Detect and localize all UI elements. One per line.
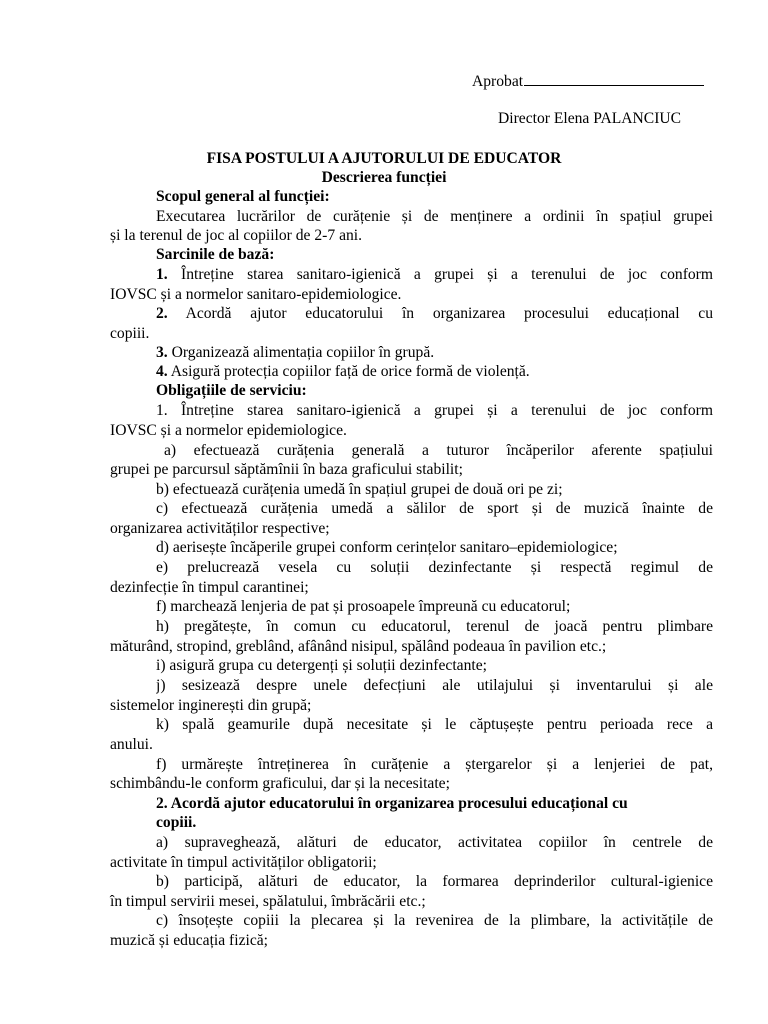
task-3: 3. Organizează alimentația copiilor în grupă. xyxy=(156,344,435,361)
duty-1j-line-2: sistemelor inginerești din grupă; xyxy=(110,697,312,714)
duty-1h-line-1: h) pregătește, în comun cu educatorul, terenul de joacă pentru plimbare xyxy=(156,618,713,635)
task-2-line-2: copiii. xyxy=(110,325,150,342)
duty-2-line-1: 2. Acordă ajutor educatorului în organizarea procesului educațional cu xyxy=(156,795,628,812)
scope-heading: Scopul general al funcției: xyxy=(156,188,330,205)
director-name: Director Elena PALANCIUC xyxy=(498,110,682,127)
duty-1-line-1: 1. Întreține starea sanitaro-igienică a grupei și a terenului de joc conform xyxy=(156,402,713,419)
duty-2c-line-1: c) însoțește copiii la plecarea și la revenirea de la plimbare, la activitățile de xyxy=(156,912,713,929)
duty-1a-line-2: grupei pe parcursul săptămînii în baza graficului stabilit; xyxy=(110,461,463,478)
duty-1e-line-1: e) prelucrează vesela cu soluții dezinfectante și respectă regimul de xyxy=(156,559,713,576)
duty-2b-line-2: în timpul servirii mesei, spălatului, îmbrăcării etc.; xyxy=(110,893,426,910)
scope-line-1: Executarea lucrărilor de curățenie și de menținere a ordinii în spațiul grupei xyxy=(156,208,713,225)
duty-1c-line-2: organizarea activităților respective; xyxy=(110,520,330,537)
scope-line-2: și la terenul de joc al copiilor de 2-7 ani. xyxy=(110,227,363,244)
duty-1h-line-2: măturând, stropind, greblând, afânând nisipul, spălând podeaua în pavilion etc.; xyxy=(110,638,607,655)
duty-1f: f) marchează lenjeria de pat și prosoapele împreună cu educatorul; xyxy=(156,598,571,615)
duty-2-line-2: copiii. xyxy=(156,814,197,831)
signature-line xyxy=(524,70,704,86)
duty-1f2-line-1: f) urmărește întreținerea în curățenie a ștergarelor și a lenjeriei de pat, xyxy=(156,756,713,773)
approved-field xyxy=(472,70,704,91)
task-1-line-2: IOVSC și a normelor sanitaro-epidemiologice. xyxy=(110,286,402,303)
duty-2c-line-2: muzică și educația fizică; xyxy=(110,932,269,949)
duty-2a-line-1: a) supraveghează, alături de educator, activitatea copiilor în centrele de xyxy=(156,834,713,851)
duty-1j-line-1: j) sesizează despre unele defecțiuni ale utilajului și inventarului și ale xyxy=(156,677,713,694)
duty-2a-line-2: activitate în timpul activităților obligatorii; xyxy=(110,854,377,871)
document-title: FISA POSTULUI A AJUTORULUI DE EDUCATOR xyxy=(206,150,562,167)
duty-1k-line-2: anului. xyxy=(110,736,153,753)
duty-2b-line-1: b) participă, alături de educator, la formarea deprinderilor cultural-igienice xyxy=(156,873,713,890)
duty-1e-line-2: dezinfecție în timpul carantinei; xyxy=(110,579,309,596)
duty-1k-line-1: k) spală geamurile după necesitate și le căptușește pentru perioada rece a xyxy=(156,716,713,733)
approved-label: Aprobat xyxy=(472,73,524,90)
task-1-line-1: 1. Întreține starea sanitaro-igienică a grupei și a terenului de joc conform xyxy=(156,266,713,283)
duty-1i: i) asigură grupa cu detergenți și soluții dezinfectante; xyxy=(156,657,487,674)
duty-1d: d) aerisește încăperile grupei conform cerințelor sanitaro–epidemiologice; xyxy=(156,539,618,556)
duties-heading: Obligațiile de serviciu: xyxy=(156,382,307,399)
duty-1-line-2: IOVSC și a normelor epidemiologice. xyxy=(110,422,347,439)
tasks-heading: Sarcinile de bază: xyxy=(156,246,275,263)
duty-1f2-line-2: schimbându-le conform graficului, dar și la necesitate; xyxy=(110,775,450,792)
duty-1b: b) efectuează curățenia umedă în spațiul grupei de două ori pe zi; xyxy=(156,481,563,498)
duty-1a-line-1: a) efectuează curățenia generală a tuturor încăperilor aferente spațiului xyxy=(164,442,713,459)
task-4: 4. Asigură protecția copiilor față de orice formă de violență. xyxy=(156,363,530,380)
task-2-line-1: 2. Acordă ajutor educatorului în organizarea procesului educațional cu xyxy=(156,305,713,322)
document-subtitle: Descrierea funcției xyxy=(321,169,447,186)
duty-1c-line-1: c) efectuează curățenia umedă a sălilor de sport și de muzică înainte de xyxy=(156,500,713,517)
